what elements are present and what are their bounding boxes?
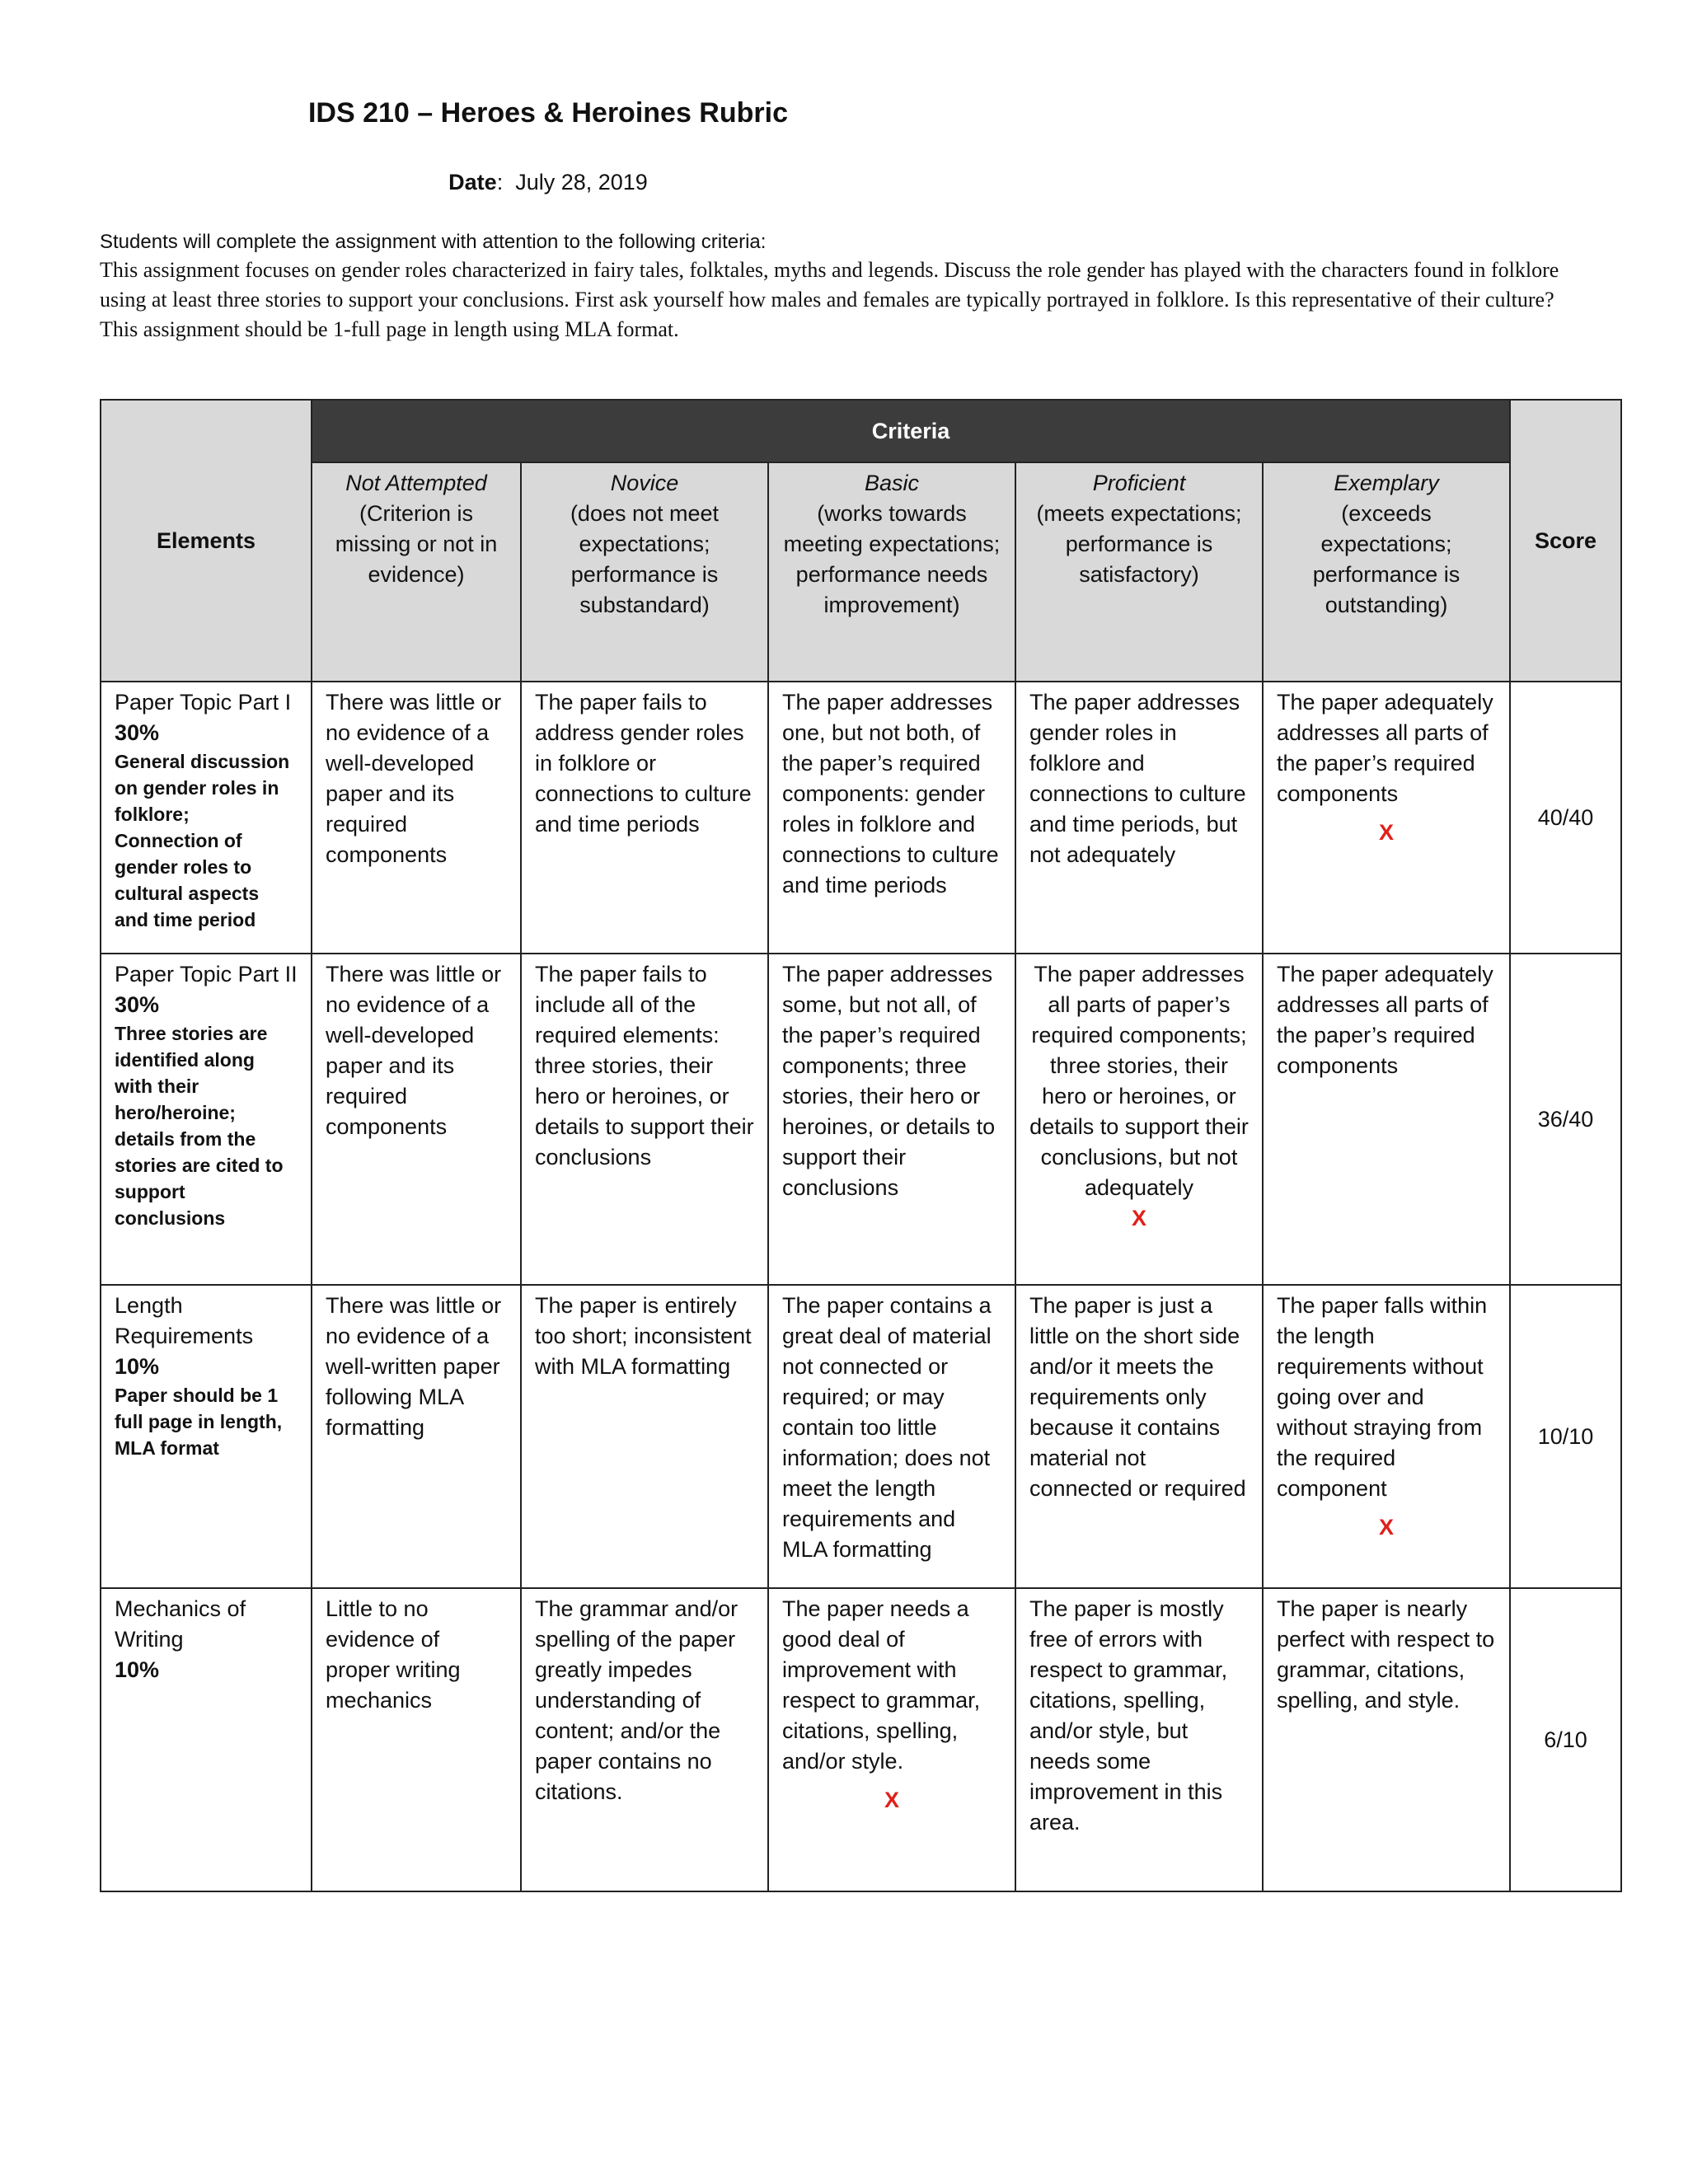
selected-mark: X [1379, 820, 1395, 845]
levels-header-row [101, 462, 1621, 682]
cell-text: The paper addresses all parts of paper’s required components; three stories, their hero or heroines, or details to support their conclusions, but not adequately [1029, 962, 1249, 1200]
rubric-cell: The paper addresses gender roles in folklore and connections to culture and time periods, but not adequately [1015, 682, 1263, 954]
element-weight: 30% [115, 992, 160, 1017]
rubric-cell: The paper is mostly free of errors with respect to grammar, citations, spelling, and/or style, but needs some improvement in this area. [1015, 1588, 1263, 1891]
rubric-cell-selected [768, 1588, 1015, 1891]
element-desc: Three stories are identified along with their hero/heroine; details from the stories are cited to support conclusions [115, 1023, 284, 1229]
rubric-cell: There was little or no evidence of a well-written paper following MLA formatting [312, 1285, 521, 1588]
level-desc: (works towards meeting expectations; performance needs improvement) [783, 501, 1001, 617]
level-desc: (does not meet expectations; performance is substandard) [570, 501, 720, 617]
level-desc: (exceeds expectations; performance is outstanding) [1312, 501, 1461, 617]
rubric-cell-selected [1263, 682, 1510, 954]
score-cell: 10/10 [1510, 1285, 1621, 1588]
element-weight: 10% [115, 1657, 160, 1682]
elements-header: Elements [101, 400, 312, 682]
rubric-cell-selected [1015, 954, 1263, 1285]
level-exemplary [1263, 462, 1510, 682]
rubric-cell: The paper adequately addresses all parts of the paper’s required components [1263, 954, 1510, 1285]
score-cell: 6/10 [1510, 1588, 1621, 1891]
cell-text: The paper adequately addresses all parts of the paper’s required components [1277, 690, 1493, 806]
level-name: Exemplary [1334, 471, 1439, 495]
score-cell: 40/40 [1510, 682, 1621, 954]
rubric-cell: The paper addresses one, but not both, of the paper’s required components: gender roles in folklore and connections to culture and time periods [768, 682, 1015, 954]
table-row [101, 954, 1621, 1285]
element-cell [101, 954, 312, 1285]
cell-text: The paper needs a good deal of improvement with respect to grammar, citations, spelling, and/or style. [782, 1596, 981, 1774]
date-value: July 28, 2019 [515, 170, 648, 194]
rubric-cell: The paper addresses some, but not all, of the paper’s required components; three stories, their hero or heroines, or details to support their conclusions [768, 954, 1015, 1285]
rubric-cell: The paper is entirely too short; inconsistent with MLA formatting [521, 1285, 768, 1588]
rubric-cell: There was little or no evidence of a well-developed paper and its required components [312, 954, 521, 1285]
level-name: Proficient [1092, 471, 1186, 495]
selected-mark: X [884, 1788, 899, 1812]
table-row [101, 1588, 1621, 1891]
rubric-table [100, 399, 1622, 1892]
rubric-cell: Little to no evidence of proper writing mechanics [312, 1588, 521, 1891]
rubric-cell-selected [1263, 1285, 1510, 1588]
level-proficient [1015, 462, 1263, 682]
selected-mark: X [1131, 1206, 1146, 1230]
level-name: Basic [864, 471, 920, 495]
element-name: Length Requirements [115, 1293, 254, 1348]
level-not-attempted [312, 462, 521, 682]
intro-text: Students will complete the assignment with attention to the following criteria: [100, 231, 767, 253]
element-weight: 10% [115, 1354, 160, 1379]
score-cell: 36/40 [1510, 954, 1621, 1285]
element-desc: Paper should be 1 full page in length, MLA format [115, 1385, 283, 1459]
rubric-cell: The paper fails to address gender roles in folklore or connections to culture and time periods [521, 682, 768, 954]
page-title: IDS 210 – Heroes & Heroines Rubric [307, 97, 788, 129]
element-cell [101, 1588, 312, 1891]
level-name: Novice [610, 471, 679, 495]
rubric-cell: There was little or no evidence of a well-developed paper and its required components [312, 682, 521, 954]
rubric-cell: The grammar and/or spelling of the paper greatly impedes understanding of content; and/or the paper contains no citations. [521, 1588, 768, 1891]
level-basic [768, 462, 1015, 682]
rubric-cell: The paper fails to include all of the required elements: three stories, their hero or heroines, or details to support their conclusions [521, 954, 768, 1285]
level-desc: (Criterion is missing or not in evidence) [335, 501, 498, 587]
level-name: Not Attempted [345, 471, 487, 495]
element-desc: General discussion on gender roles in folklore; Connection of gender roles to cultural aspects and time period [115, 751, 290, 930]
cell-text: The paper falls within the length requirements without going over and without straying from the required component [1277, 1293, 1488, 1501]
criteria-header-row [101, 400, 1621, 462]
element-cell [101, 1285, 312, 1588]
element-name: Paper Topic Part I [115, 690, 292, 715]
rubric-cell: The paper is just a little on the short side and/or it meets the requirements only because it contains material not connected or required [1015, 1285, 1263, 1588]
table-row [101, 682, 1621, 954]
element-name: Paper Topic Part II [115, 962, 298, 987]
date-label: Date [448, 170, 497, 194]
element-weight: 30% [115, 720, 160, 745]
element-cell [101, 682, 312, 954]
date-line: Date: July 28, 2019 [448, 170, 648, 194]
selected-mark: X [1379, 1515, 1395, 1540]
element-name: Mechanics of Writing [115, 1596, 246, 1652]
score-header: Score [1510, 400, 1621, 682]
level-novice [521, 462, 768, 682]
assignment-description: This assignment focuses on gender roles characterized in fairy tales, folktales, myths and legends. Discuss the role gender has played with the characters found in folklore using at least three stories to support your conclusions. First ask yourself how males and females are typically portrayed in folklore. Is this representative of their culture? This assignment should be 1-full page in length using MLA format. [100, 258, 1559, 341]
criteria-header: Criteria [312, 400, 1510, 462]
rubric-cell: The paper is nearly perfect with respect to grammar, citations, spelling, and style. [1263, 1588, 1510, 1891]
level-desc: (meets expectations; performance is satisfactory) [1036, 501, 1242, 587]
table-row [101, 1285, 1621, 1588]
rubric-cell: The paper contains a great deal of material not connected or required; or may contain too little information; does not meet the length requirements and MLA formatting [768, 1285, 1015, 1588]
